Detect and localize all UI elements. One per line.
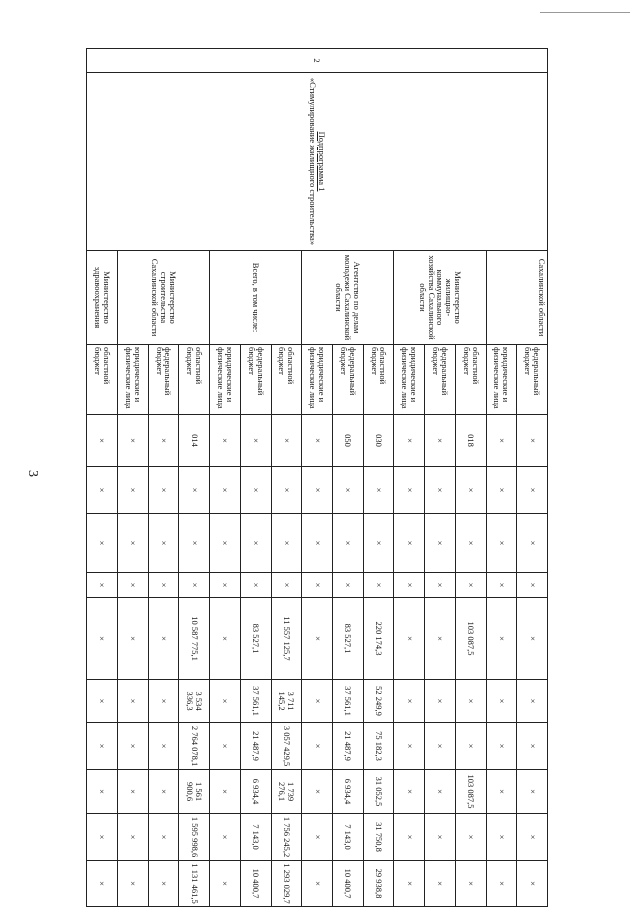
- value-cell: ×: [394, 514, 425, 573]
- value-cell: ×: [302, 573, 333, 598]
- value-cell: 1 561 900,6: [179, 770, 210, 814]
- value-cell: ×: [210, 861, 241, 907]
- value-cell: ×: [271, 573, 302, 598]
- value-cell: ×: [486, 861, 517, 907]
- value-cell: 21 487,9: [332, 723, 363, 770]
- value-cell: ×: [210, 723, 241, 770]
- funding-source-cell: областной бюджет: [363, 345, 394, 415]
- value-cell: 220 174,3: [363, 598, 394, 680]
- value-cell: 52 249,9: [363, 680, 394, 723]
- value-cell: ×: [425, 723, 456, 770]
- value-cell: 1 131 461,5: [179, 861, 210, 907]
- value-cell: ×: [302, 770, 333, 814]
- value-cell: ×: [394, 861, 425, 907]
- value-cell: ×: [117, 415, 148, 467]
- table-row: [517, 49, 548, 907]
- value-cell: ×: [87, 467, 118, 514]
- value-cell: 83 527,1: [332, 598, 363, 680]
- value-cell: ×: [210, 814, 241, 861]
- funding-source-cell: областной бюджет: [87, 345, 118, 415]
- value-cell: ×: [486, 573, 517, 598]
- scan-edge-line: [540, 12, 630, 13]
- value-cell: ×: [210, 415, 241, 467]
- value-cell: ×: [240, 467, 271, 514]
- budget-table-rotated: [86, 48, 548, 906]
- value-cell: ×: [425, 770, 456, 814]
- value-cell: ×: [425, 598, 456, 680]
- value-cell: 6 934,4: [240, 770, 271, 814]
- value-cell: 6 934,4: [332, 770, 363, 814]
- value-cell: ×: [148, 680, 179, 723]
- value-cell: ×: [517, 814, 548, 861]
- row-number-cell: 2: [87, 49, 548, 73]
- budget-table: [86, 48, 548, 907]
- value-cell: ×: [394, 598, 425, 680]
- funding-source-cell: федеральный бюджет: [517, 345, 548, 415]
- value-cell: ×: [117, 861, 148, 907]
- funding-source-cell: юридические и физические лица: [486, 345, 517, 415]
- value-cell: ×: [148, 723, 179, 770]
- value-cell: ×: [425, 467, 456, 514]
- value-cell: ×: [455, 680, 486, 723]
- value-cell: ×: [117, 467, 148, 514]
- value-cell: ×: [117, 598, 148, 680]
- value-cell: ×: [210, 770, 241, 814]
- value-cell: 29 938,8: [363, 861, 394, 907]
- value-cell: ×: [302, 415, 333, 467]
- value-cell: ×: [302, 861, 333, 907]
- executor-sakhalin-tail: Сахалинской области: [486, 251, 547, 345]
- funding-source-cell: федеральный бюджет: [425, 345, 456, 415]
- value-cell: 3 057 429,5: [271, 723, 302, 770]
- value-cell: ×: [117, 573, 148, 598]
- value-cell: ×: [332, 573, 363, 598]
- value-cell: ×: [486, 467, 517, 514]
- value-cell: ×: [302, 514, 333, 573]
- value-cell: ×: [87, 723, 118, 770]
- value-cell: 10 400,7: [332, 861, 363, 907]
- value-cell: ×: [240, 573, 271, 598]
- value-cell: ×: [117, 680, 148, 723]
- value-cell: ×: [117, 514, 148, 573]
- value-cell: ×: [210, 573, 241, 598]
- value-cell: ×: [455, 814, 486, 861]
- value-cell: ×: [425, 514, 456, 573]
- value-cell: ×: [87, 770, 118, 814]
- value-cell: 3 534 336,3: [179, 680, 210, 723]
- value-cell: ×: [394, 573, 425, 598]
- value-cell: ×: [302, 598, 333, 680]
- value-cell: ×: [425, 415, 456, 467]
- value-cell: 7 143,0: [332, 814, 363, 861]
- value-cell: 31 052,5: [363, 770, 394, 814]
- value-cell: 1 756 245,2: [271, 814, 302, 861]
- value-cell: ×: [332, 467, 363, 514]
- value-cell: ×: [210, 598, 241, 680]
- value-cell: ×: [87, 861, 118, 907]
- executor-housing-ministry: Министерство жилищно-коммунального хозяйства Сахалинской области: [394, 251, 486, 345]
- funding-source-cell: юридические и физические лица: [210, 345, 241, 415]
- value-cell: ×: [425, 814, 456, 861]
- value-cell: 31 750,8: [363, 814, 394, 861]
- value-cell: ×: [148, 467, 179, 514]
- value-cell: 103 087,5: [455, 598, 486, 680]
- value-cell: ×: [517, 467, 548, 514]
- value-cell: ×: [87, 514, 118, 573]
- value-cell: ×: [517, 680, 548, 723]
- executor-total: Всего, в том числе:: [210, 251, 302, 345]
- value-cell: ×: [517, 861, 548, 907]
- value-cell: ×: [363, 467, 394, 514]
- value-cell: ×: [240, 415, 271, 467]
- value-cell: ×: [394, 467, 425, 514]
- value-cell: ×: [87, 680, 118, 723]
- value-cell: 030: [363, 415, 394, 467]
- value-cell: 7 143,0: [240, 814, 271, 861]
- value-cell: ×: [394, 814, 425, 861]
- value-cell: ×: [148, 598, 179, 680]
- funding-source-cell: федеральный бюджет: [148, 345, 179, 415]
- funding-source-cell: областной бюджет: [271, 345, 302, 415]
- value-cell: ×: [455, 573, 486, 598]
- value-cell: 37 561,1: [240, 680, 271, 723]
- value-cell: ×: [394, 415, 425, 467]
- value-cell: 018: [455, 415, 486, 467]
- executor-health-ministry: Министерство здравоохранения: [87, 251, 118, 345]
- program-title-cell: [87, 73, 548, 251]
- value-cell: ×: [148, 573, 179, 598]
- value-cell: ×: [394, 770, 425, 814]
- value-cell: ×: [363, 573, 394, 598]
- value-cell: 1 293 029,7: [271, 861, 302, 907]
- value-cell: ×: [517, 723, 548, 770]
- value-cell: ×: [148, 814, 179, 861]
- value-cell: ×: [425, 573, 456, 598]
- value-cell: ×: [148, 770, 179, 814]
- funding-source-cell: юридические и физические лица: [394, 345, 425, 415]
- value-cell: ×: [455, 467, 486, 514]
- program-title-underlined: Подпрограмма 1: [316, 131, 327, 192]
- value-cell: 75 182,3: [363, 723, 394, 770]
- value-cell: ×: [425, 680, 456, 723]
- value-cell: ×: [87, 814, 118, 861]
- value-cell: ×: [117, 814, 148, 861]
- funding-source-cell: областной бюджет: [455, 345, 486, 415]
- funding-source-cell: федеральный бюджет: [332, 345, 363, 415]
- value-cell: ×: [117, 723, 148, 770]
- value-cell: ×: [486, 514, 517, 573]
- value-cell: ×: [240, 514, 271, 573]
- value-cell: ×: [148, 861, 179, 907]
- value-cell: ×: [332, 514, 363, 573]
- funding-source-cell: юридические и физические лица: [117, 345, 148, 415]
- value-cell: ×: [394, 680, 425, 723]
- value-cell: ×: [363, 514, 394, 573]
- value-cell: 103 087,5: [455, 770, 486, 814]
- value-cell: ×: [486, 415, 517, 467]
- value-cell: ×: [117, 770, 148, 814]
- value-cell: 83 527,1: [240, 598, 271, 680]
- value-cell: ×: [517, 598, 548, 680]
- value-cell: ×: [148, 514, 179, 573]
- value-cell: ×: [210, 467, 241, 514]
- funding-source-cell: федеральный бюджет: [240, 345, 271, 415]
- value-cell: ×: [455, 514, 486, 573]
- executor-construction-ministry: Министерство строительства Сахалинской области: [117, 251, 209, 345]
- value-cell: ×: [302, 680, 333, 723]
- value-cell: ×: [394, 723, 425, 770]
- value-cell: ×: [517, 415, 548, 467]
- value-cell: ×: [87, 573, 118, 598]
- value-cell: ×: [302, 814, 333, 861]
- value-cell: 37 561,1: [332, 680, 363, 723]
- value-cell: ×: [517, 770, 548, 814]
- value-cell: 10 400,7: [240, 861, 271, 907]
- value-cell: 1 595 998,6: [179, 814, 210, 861]
- value-cell: ×: [486, 680, 517, 723]
- value-cell: 21 487,9: [240, 723, 271, 770]
- value-cell: ×: [302, 467, 333, 514]
- value-cell: ×: [148, 415, 179, 467]
- value-cell: ×: [271, 514, 302, 573]
- value-cell: ×: [210, 514, 241, 573]
- value-cell: 1 739 276,1: [271, 770, 302, 814]
- value-cell: ×: [179, 467, 210, 514]
- value-cell: ×: [271, 467, 302, 514]
- value-cell: ×: [455, 861, 486, 907]
- page-number: 3: [25, 470, 40, 477]
- value-cell: 014: [179, 415, 210, 467]
- value-cell: 2 764 078,1: [179, 723, 210, 770]
- value-cell: ×: [179, 573, 210, 598]
- program-title-rest: «Стимулирование жилищного строительства»: [308, 77, 318, 246]
- value-cell: ×: [271, 415, 302, 467]
- value-cell: ×: [486, 723, 517, 770]
- value-cell: ×: [302, 723, 333, 770]
- value-cell: ×: [87, 598, 118, 680]
- value-cell: ×: [486, 814, 517, 861]
- value-cell: 050: [332, 415, 363, 467]
- value-cell: ×: [179, 514, 210, 573]
- value-cell: ×: [425, 861, 456, 907]
- funding-source-cell: областной бюджет: [179, 345, 210, 415]
- value-cell: ×: [455, 723, 486, 770]
- value-cell: ×: [486, 598, 517, 680]
- value-cell: ×: [517, 514, 548, 573]
- executor-youth-agency: Агентство по делам молодежи Сахалинской области: [302, 251, 394, 345]
- funding-source-cell: юридические и физические лица: [302, 345, 333, 415]
- value-cell: ×: [210, 680, 241, 723]
- value-cell: ×: [517, 573, 548, 598]
- value-cell: ×: [87, 415, 118, 467]
- value-cell: 11 557 125,7: [271, 598, 302, 680]
- value-cell: ×: [486, 770, 517, 814]
- value-cell: 3 711 145,2: [271, 680, 302, 723]
- value-cell: 10 587 775,1: [179, 598, 210, 680]
